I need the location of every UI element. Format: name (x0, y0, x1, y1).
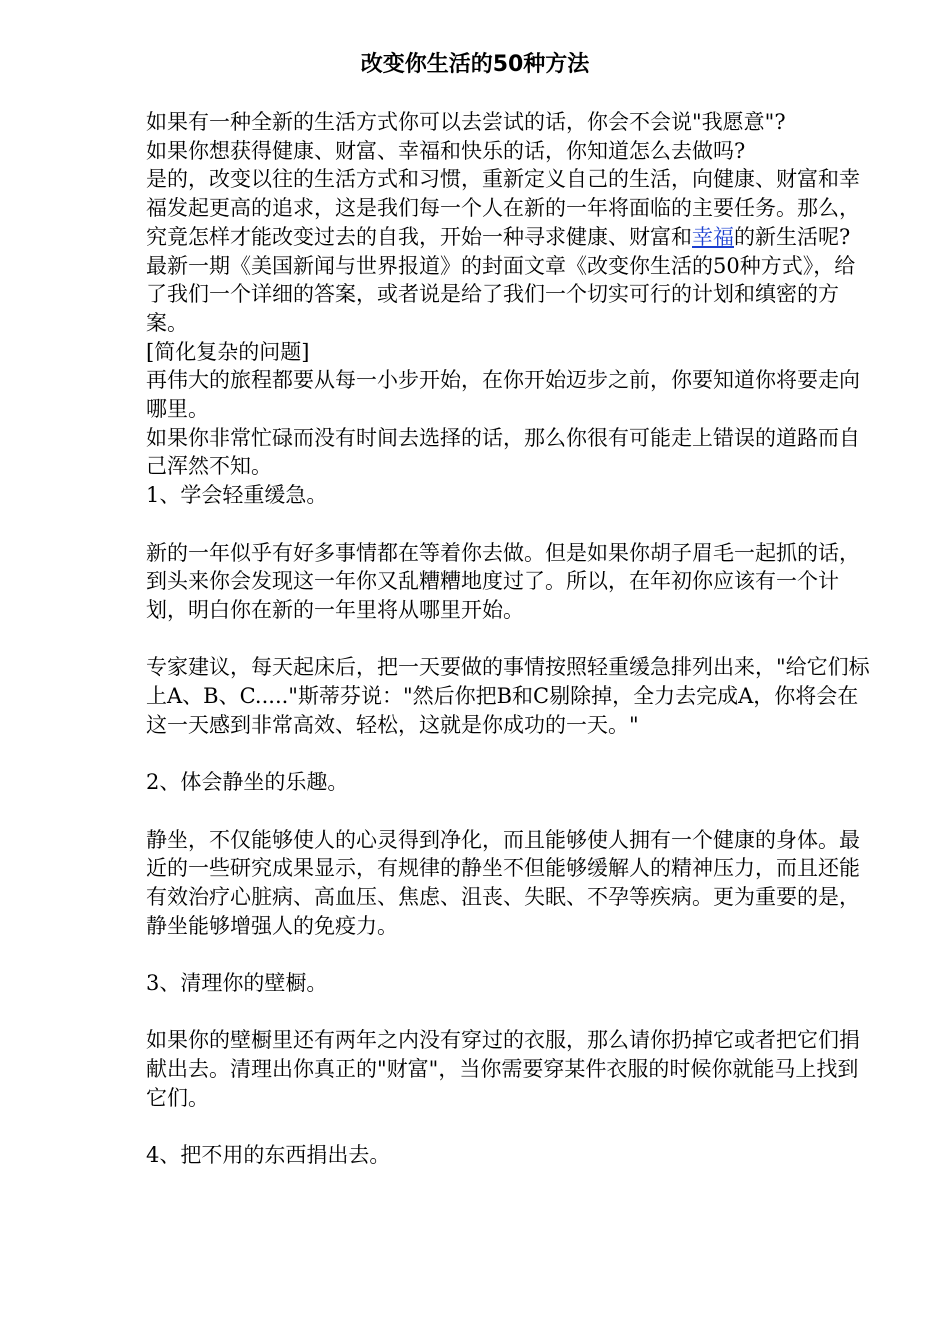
paragraph: 如果你的壁橱里还有两年之内没有穿过的衣服，那么请你扔掉它或者把它们捐献出去。清理出你真正的"财富"，当你需要穿某件衣服的时候你就能马上找到它们。 (146, 1028, 860, 1110)
paragraph: 最新一期《美国新闻与世界报道》的封面文章《改变你生活的50种方式》，给了我们一个详细的答案，或者说是给了我们一个切实可行的计划和缜密的方案。 (146, 253, 856, 335)
list-item-heading: 2、体会静坐的乐趣。 (146, 770, 349, 795)
list-item-heading: 1、学会轻重缓急。 (146, 483, 328, 508)
blank-line (146, 739, 876, 768)
blank-line (146, 998, 876, 1027)
blank-line (146, 797, 876, 826)
paragraph-text: 的新生活呢? (734, 224, 851, 249)
paragraph: 如果有一种全新的生活方式你可以去尝试的话，你会不会说"我愿意"? (146, 110, 786, 134)
paragraph: 如果你想获得健康、财富、幸福和快乐的话，你知道怎么去做吗? (146, 138, 746, 163)
document-body (146, 108, 876, 1170)
paragraph: 静坐，不仅能够使人的心灵得到净化，而且能够使人拥有一个健康的身体。最近的一些研究成果显示，有规律的静坐不但能够缓解人的精神压力，而且还能有效治疗心脏病、高血压、焦虑、沮丧、失眠、不孕等疾病。更为重要的是，静坐能够增强人的免疫力。 (146, 827, 860, 938)
paragraph: 专家建议，每天起床后，把一天要做的事情按照轻重缓急排列出来，"给它们标上A、B、C....."斯蒂芬说："然后你把B和C剔除掉，全力去完成A，你将会在这一天感到非常高效、轻松，这就是你成功的一天。" (146, 655, 870, 737)
blank-line (146, 510, 876, 539)
document-title: 改变你生活的50种方法 (360, 52, 590, 77)
blank-line (146, 940, 876, 969)
paragraph: 再伟大的旅程都要从每一小步开始，在你开始迈步之前，你要知道你将要走向哪里。 (146, 368, 860, 422)
blank-line (146, 625, 876, 654)
paragraph (146, 165, 876, 251)
blank-line (146, 1113, 876, 1142)
happiness-link[interactable]: 幸福 (692, 224, 734, 249)
list-item-heading: 3、清理你的壁橱。 (146, 971, 328, 996)
paragraph: 新的一年似乎有好多事情都在等着你去做。但是如果你胡子眉毛一起抓的话，到头来你会发现这一年你又乱糟糟地度过了。所以，在年初你应该有一个计划，明白你在新的一年里将从哪里开始。 (146, 540, 860, 622)
paragraph: 如果你非常忙碌而没有时间去选择的话，那么你很有可能走上错误的道路而自己浑然不知。 (146, 425, 860, 479)
section-heading: [简化复杂的问题] (146, 339, 310, 364)
paragraph-text: 是的，改变以往的生活方式和习惯，重新定义自己的生活，向健康、财富和幸福发起更高的追求，这是我们每一个人在新的一年将面临的主要任务。那么，究竟怎样才能改变过去的自我，开始一种寻求健康、财富和 (146, 167, 860, 249)
list-item-heading: 4、把不用的东西捐出去。 (146, 1143, 391, 1168)
